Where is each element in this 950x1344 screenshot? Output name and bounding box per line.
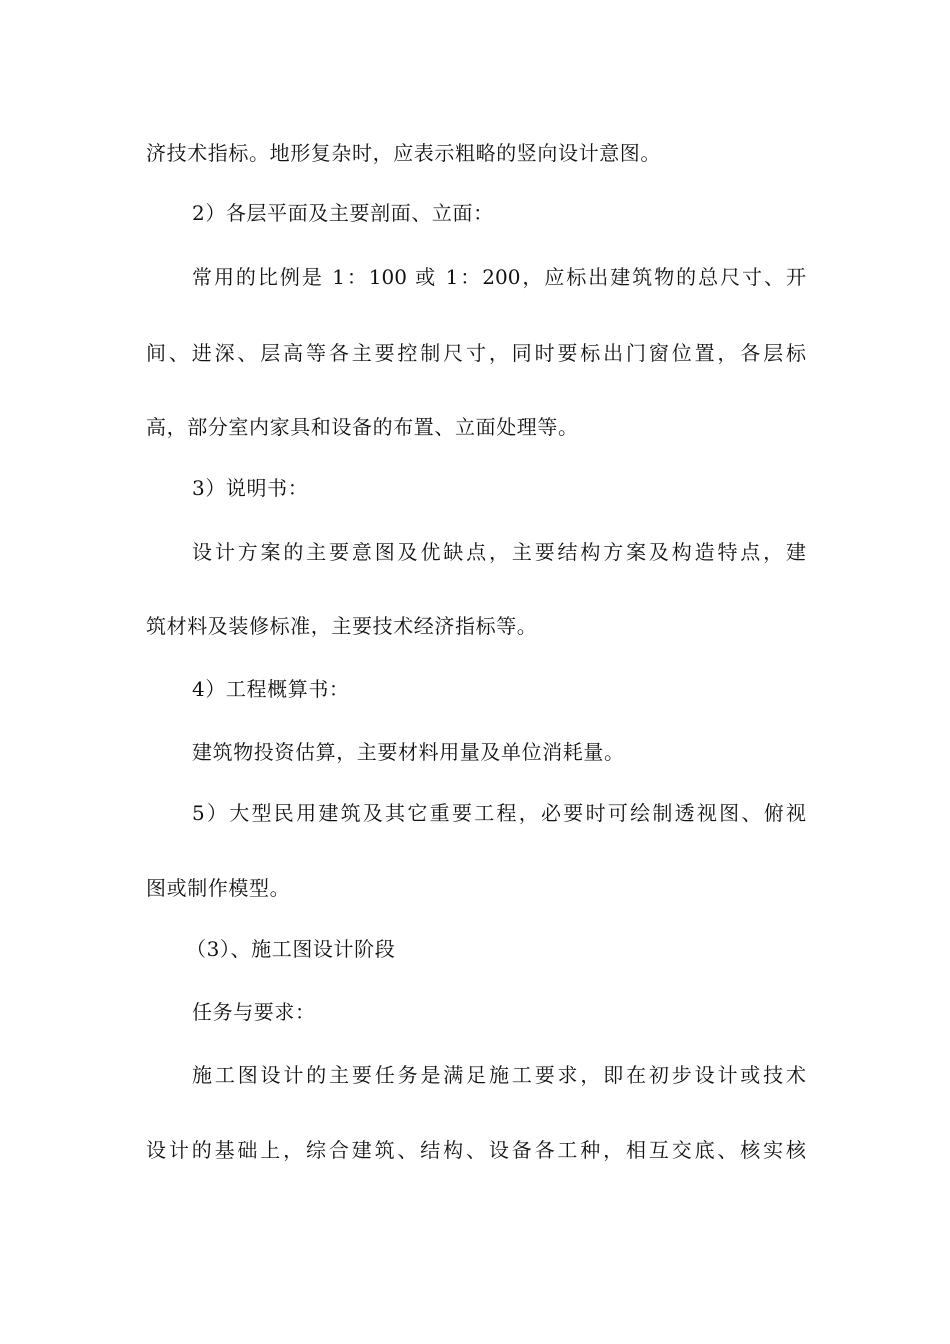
paragraph-line: 间、进深、层高等各主要控制尺寸，同时要标出门窗位置，各层标	[146, 341, 806, 365]
paragraph-line: 设计的基础上，综合建筑、结构、设备各工种，相互交底、核实核	[146, 1138, 806, 1162]
paragraph-line: 图或制作模型。	[146, 876, 291, 900]
section-heading: 3）说明书：	[192, 476, 309, 500]
paragraph-line: 施工图设计的主要任务是满足施工要求，即在初步设计或技术	[192, 1063, 806, 1087]
paragraph-line: 设计方案的主要意图及优缺点，主要结构方案及构造特点，建	[192, 540, 806, 564]
section-heading: 4）工程概算书：	[192, 677, 350, 701]
paragraph-line: 济技术指标。地形复杂时，应表示粗略的竖向设计意图。	[146, 141, 661, 165]
section-heading: （3）、施工图设计阶段	[186, 937, 396, 961]
paragraph-line: 常用的比例是 1：100 或 1：200，应标出建筑物的总尺寸、开	[192, 265, 806, 289]
paragraph-line: 5）大型民用建筑及其它重要工程，必要时可绘制透视图、俯视	[192, 801, 806, 825]
paragraph-line: 高，部分室内家具和设备的布置、立面处理等。	[146, 415, 579, 439]
section-heading: 2）各层平面及主要剖面、立面：	[192, 201, 494, 225]
section-heading: 任务与要求：	[192, 1000, 316, 1024]
paragraph-line: 筑材料及装修标准，主要技术经济指标等。	[146, 614, 538, 638]
paragraph-line: 建筑物投资估算，主要材料用量及单位消耗量。	[192, 740, 625, 764]
